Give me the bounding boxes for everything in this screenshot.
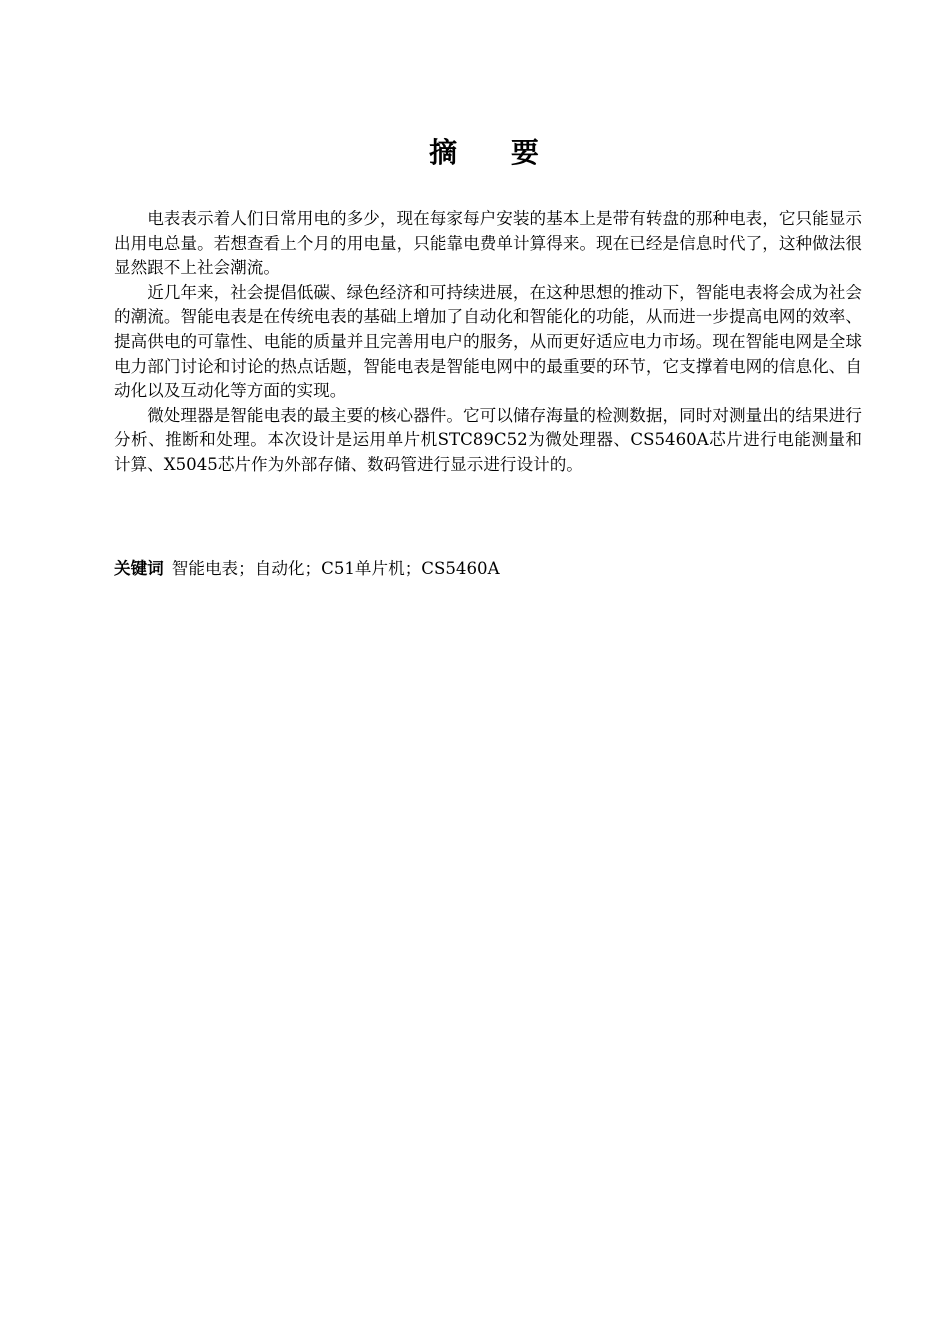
abstract-paragraph-3: 微处理器是智能电表的最主要的核心器件。它可以储存海量的检测数据，同时对测量出的结果进行分析、推断和处理。本次设计是运用单片机STC89C52为微处理器、CS5460A芯片进行电能测量和计算、X5045芯片作为外部存储、数码管进行显示进行设计的。 — [114, 405, 862, 474]
keywords-line — [114, 557, 862, 581]
page-title: 摘 要 — [429, 136, 561, 169]
abstract-paragraph-2: 近几年来，社会提倡低碳、绿色经济和可持续进展，在这种思想的推动下，智能电表将会成为社会的潮流。智能电表是在传统电表的基础上增加了自动化和智能化的功能，从而进一步提高电网的效率、提高供电的可靠性、电能的质量并且完善用电户的服务，从而更好适应电力市场。现在智能电网是全球电力部门讨论和讨论的热点话题，智能电表是智能电网中的最重要的环节，它支撑着电网的信息化、自动化以及互动化等方面的实现。 — [114, 282, 862, 401]
abstract-paragraph-1: 电表表示着人们日常用电的多少，现在每家每户安装的基本上是带有转盘的那种电表，它只能显示出用电总量。若想查看上个月的用电量，只能靠电费单计算得来。现在已经是信息时代了，这种做法很显然跟不上社会潮流。 — [114, 209, 862, 278]
abstract-body — [114, 207, 862, 478]
keywords-label: 关键词 — [114, 559, 164, 578]
keywords-text: 智能电表；自动化；C51单片机；CS5460A — [171, 559, 500, 578]
